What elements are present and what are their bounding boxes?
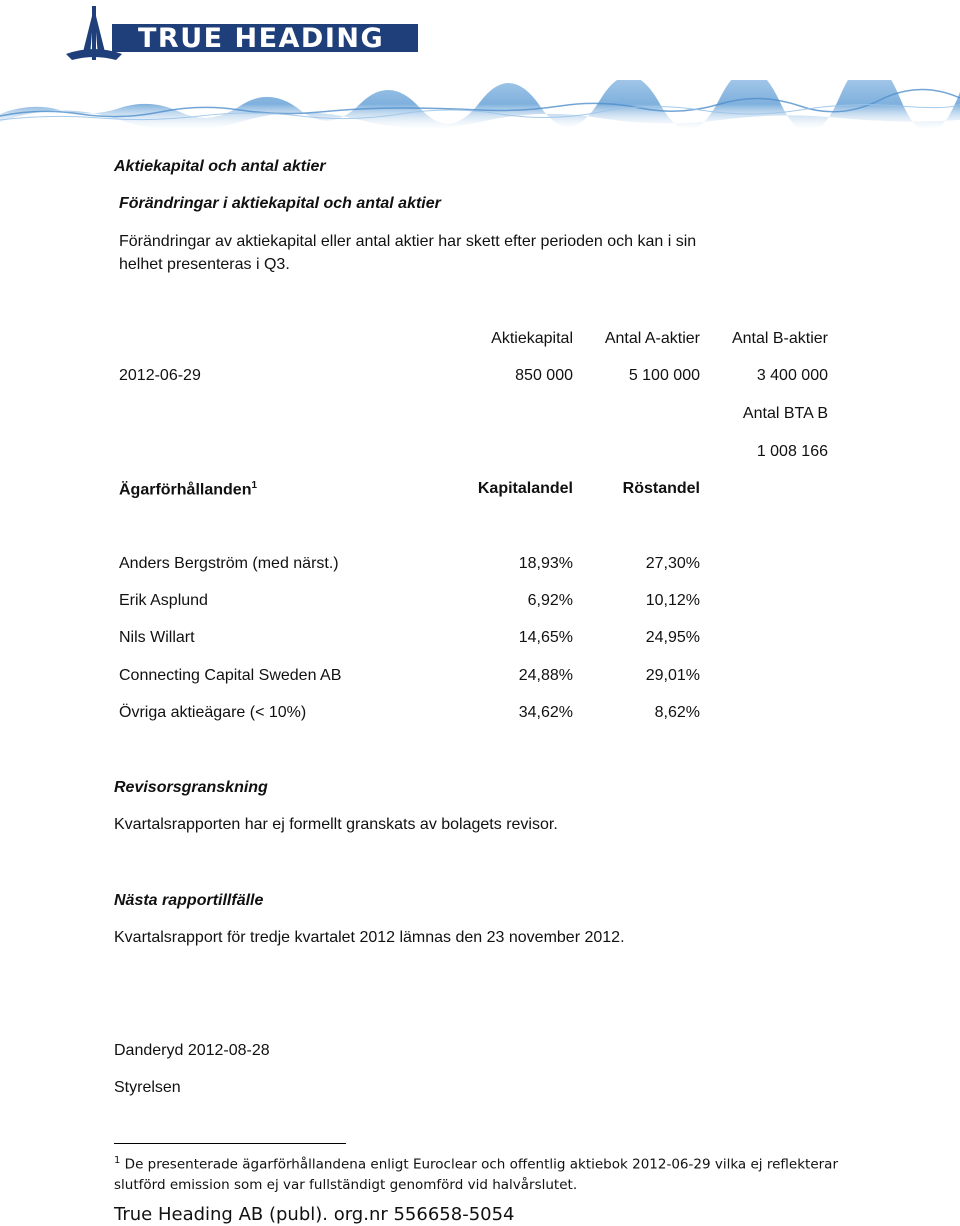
owner-kapitalandel: 14,65% <box>518 629 573 646</box>
next-report-text: Kvartalsrapport för tredje kvartalet 2012 lämnas den 23 november 2012. <box>114 929 625 946</box>
ownership-title-text: Ägarförhållanden <box>119 481 252 499</box>
signature-signer: Styrelsen <box>114 1079 181 1096</box>
paragraph-line-2: helhet presenteras i Q3. <box>119 256 290 273</box>
water-wave-banner <box>0 80 960 128</box>
footnote-line-2: slutförd emission som ej var fullständigt genomförd vid halvårslutet. <box>114 1177 578 1193</box>
owner-name: Övriga aktieägare (< 10%) <box>119 704 307 721</box>
owner-rostandel: 8,62% <box>654 704 700 721</box>
next-report-title: Nästa rapportillfälle <box>114 892 264 909</box>
footnote-marker: 1 <box>251 480 258 491</box>
owner-kapitalandel: 18,93% <box>518 555 573 572</box>
owner-rostandel: 24,95% <box>645 629 700 646</box>
bta-value: 1 008 166 <box>756 443 828 460</box>
col-header-a-aktier: Antal A-aktier <box>604 330 700 347</box>
owner-name: Anders Bergström (med närst.) <box>119 555 339 572</box>
signature-place-date: Danderyd 2012-08-28 <box>114 1042 270 1059</box>
footer-company-info: True Heading AB (publ). org.nr 556658-5054 <box>114 1204 515 1225</box>
owner-rostandel: 29,01% <box>645 667 700 684</box>
owner-name: Nils Willart <box>119 629 195 646</box>
owner-rostandel: 27,30% <box>645 555 700 572</box>
footnote-separator <box>114 1143 346 1144</box>
capital-row-b-aktier: 3 400 000 <box>756 367 828 384</box>
footnote-marker-ref: 1 <box>114 1155 121 1166</box>
capital-row-date: 2012-06-29 <box>119 367 201 384</box>
col-header-aktiekapital: Aktiekapital <box>491 330 573 347</box>
owner-kapitalandel: 34,62% <box>518 704 573 721</box>
audit-text: Kvartalsrapporten har ej formellt granskats av bolagets revisor. <box>114 816 558 833</box>
col-header-b-aktier: Antal B-aktier <box>731 330 828 347</box>
owner-name: Erik Asplund <box>119 592 208 609</box>
true-heading-logo <box>52 4 422 66</box>
col-header-rostandel: Röstandel <box>622 480 700 497</box>
bta-label: Antal BTA B <box>742 405 828 422</box>
footnote-line-1 <box>114 1155 838 1173</box>
ownership-title <box>119 480 257 499</box>
owner-name: Connecting Capital Sweden AB <box>119 667 342 684</box>
capital-row-a-aktier: 5 100 000 <box>628 367 700 384</box>
section-subtitle-changes: Förändringar i aktiekapital och antal aktier <box>119 195 441 212</box>
paragraph-line-1: Förändringar av aktiekapital eller antal aktier har skett efter perioden och kan i sin <box>119 233 697 250</box>
owner-kapitalandel: 6,92% <box>527 592 573 609</box>
footnote-text-1: De presenterade ägarförhållandena enligt Euroclear och offentlig aktiebok 2012-06-29 vilka ej reflekterar <box>124 1156 839 1173</box>
owner-rostandel: 10,12% <box>645 592 700 609</box>
owner-kapitalandel: 24,88% <box>518 667 573 684</box>
audit-title: Revisorsgranskning <box>114 779 268 796</box>
col-header-kapitalandel: Kapitalandel <box>477 480 573 497</box>
capital-row-aktiekapital: 850 000 <box>515 367 573 384</box>
logo-text: TRUE HEADING <box>138 23 385 54</box>
section-title-share-capital: Aktiekapital och antal aktier <box>114 158 326 175</box>
